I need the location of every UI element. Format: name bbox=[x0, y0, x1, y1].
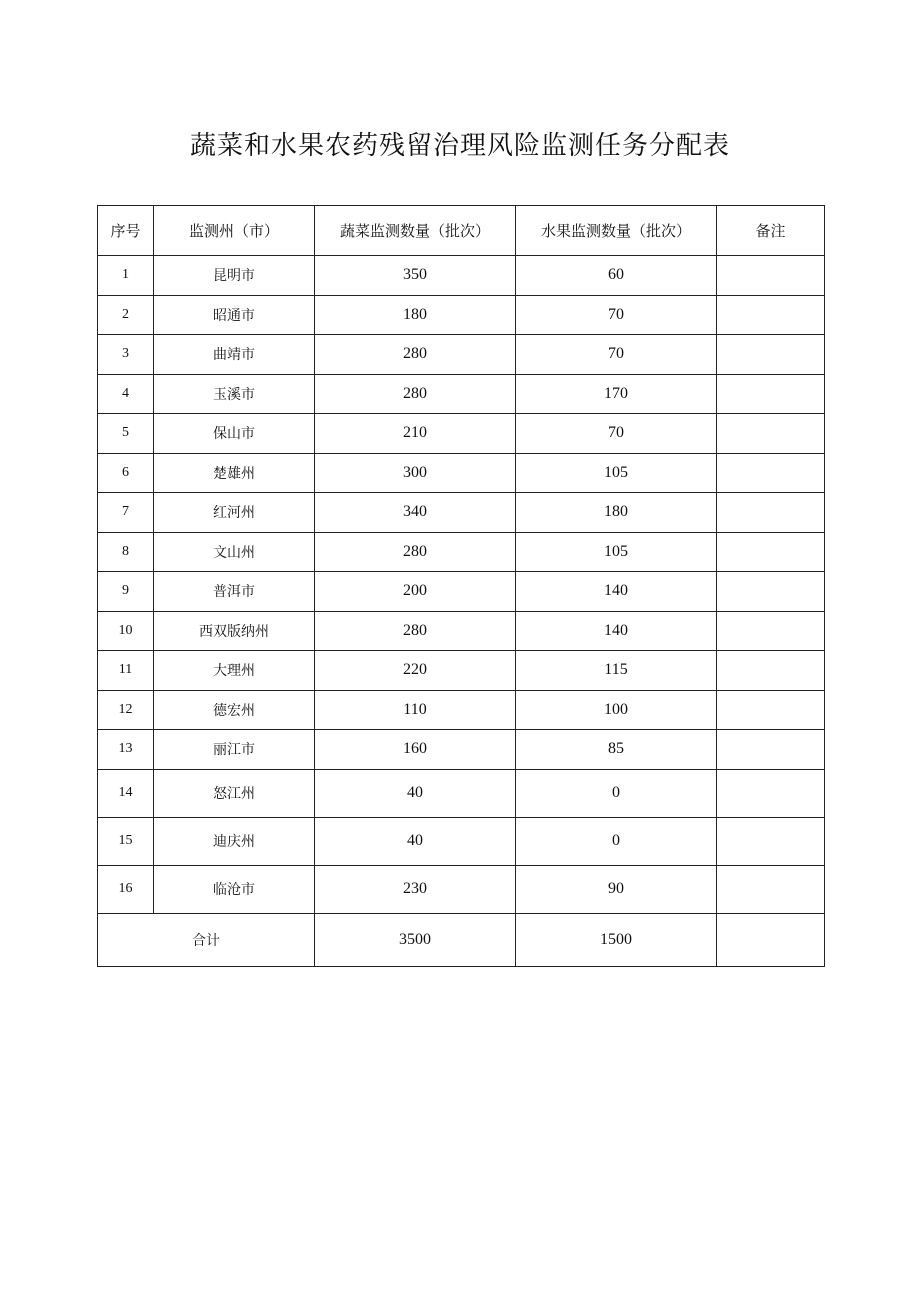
row-number: 6 bbox=[98, 453, 154, 493]
row-note bbox=[717, 730, 825, 770]
table-row bbox=[98, 453, 825, 493]
row-number: 13 bbox=[98, 730, 154, 770]
row-vegetable-count: 40 bbox=[315, 817, 516, 865]
header-vegetable-count: 蔬菜监测数量（批次） bbox=[315, 206, 516, 256]
row-vegetable-count: 300 bbox=[315, 453, 516, 493]
row-city: 临沧市 bbox=[154, 865, 315, 913]
row-note bbox=[717, 572, 825, 612]
row-vegetable-count: 210 bbox=[315, 414, 516, 454]
row-city: 昭通市 bbox=[154, 295, 315, 335]
row-number: 9 bbox=[98, 572, 154, 612]
row-number: 14 bbox=[98, 769, 154, 817]
table-row bbox=[98, 690, 825, 730]
header-no: 序号 bbox=[98, 206, 154, 256]
row-vegetable-count: 230 bbox=[315, 865, 516, 913]
row-number: 3 bbox=[98, 335, 154, 375]
table-row bbox=[98, 414, 825, 454]
row-vegetable-count: 180 bbox=[315, 295, 516, 335]
table-row bbox=[98, 295, 825, 335]
row-vegetable-count: 220 bbox=[315, 651, 516, 691]
total-row bbox=[98, 913, 825, 966]
row-note bbox=[717, 295, 825, 335]
row-fruit-count: 90 bbox=[516, 865, 717, 913]
table-row bbox=[98, 865, 825, 913]
row-number: 5 bbox=[98, 414, 154, 454]
table-row bbox=[98, 769, 825, 817]
table-row bbox=[98, 493, 825, 533]
row-city: 玉溪市 bbox=[154, 374, 315, 414]
row-vegetable-count: 280 bbox=[315, 335, 516, 375]
row-number: 16 bbox=[98, 865, 154, 913]
row-fruit-count: 0 bbox=[516, 769, 717, 817]
row-number: 2 bbox=[98, 295, 154, 335]
row-note bbox=[717, 690, 825, 730]
row-fruit-count: 180 bbox=[516, 493, 717, 533]
row-note bbox=[717, 256, 825, 296]
row-number: 11 bbox=[98, 651, 154, 691]
total-note bbox=[717, 913, 825, 966]
header-city: 监测州（市） bbox=[154, 206, 315, 256]
row-city: 德宏州 bbox=[154, 690, 315, 730]
table-row bbox=[98, 572, 825, 612]
row-fruit-count: 85 bbox=[516, 730, 717, 770]
row-note bbox=[717, 769, 825, 817]
row-vegetable-count: 110 bbox=[315, 690, 516, 730]
row-city: 大理州 bbox=[154, 651, 315, 691]
table-row bbox=[98, 374, 825, 414]
row-vegetable-count: 200 bbox=[315, 572, 516, 612]
row-fruit-count: 140 bbox=[516, 572, 717, 612]
row-fruit-count: 105 bbox=[516, 453, 717, 493]
row-city: 丽江市 bbox=[154, 730, 315, 770]
row-city: 怒江州 bbox=[154, 769, 315, 817]
row-fruit-count: 170 bbox=[516, 374, 717, 414]
allocation-table bbox=[97, 205, 825, 967]
total-label: 合计 bbox=[98, 913, 315, 966]
row-note bbox=[717, 335, 825, 375]
row-city: 昆明市 bbox=[154, 256, 315, 296]
row-fruit-count: 70 bbox=[516, 295, 717, 335]
row-number: 12 bbox=[98, 690, 154, 730]
row-city: 迪庆州 bbox=[154, 817, 315, 865]
row-city: 曲靖市 bbox=[154, 335, 315, 375]
row-fruit-count: 70 bbox=[516, 335, 717, 375]
table-row bbox=[98, 532, 825, 572]
total-vegetable-count: 3500 bbox=[315, 913, 516, 966]
row-number: 7 bbox=[98, 493, 154, 533]
row-vegetable-count: 280 bbox=[315, 532, 516, 572]
row-number: 8 bbox=[98, 532, 154, 572]
row-fruit-count: 0 bbox=[516, 817, 717, 865]
row-city: 西双版纳州 bbox=[154, 611, 315, 651]
page-title: 蔬菜和水果农药残留治理风险监测任务分配表 bbox=[189, 131, 730, 161]
row-note bbox=[717, 817, 825, 865]
row-vegetable-count: 280 bbox=[315, 374, 516, 414]
row-city: 楚雄州 bbox=[154, 453, 315, 493]
table-row bbox=[98, 335, 825, 375]
row-note bbox=[717, 865, 825, 913]
table-row bbox=[98, 817, 825, 865]
row-number: 15 bbox=[98, 817, 154, 865]
table-row bbox=[98, 651, 825, 691]
row-city: 红河州 bbox=[154, 493, 315, 533]
table-row bbox=[98, 256, 825, 296]
row-fruit-count: 60 bbox=[516, 256, 717, 296]
row-city: 保山市 bbox=[154, 414, 315, 454]
row-vegetable-count: 340 bbox=[315, 493, 516, 533]
row-vegetable-count: 40 bbox=[315, 769, 516, 817]
row-note bbox=[717, 532, 825, 572]
row-note bbox=[717, 374, 825, 414]
row-number: 1 bbox=[98, 256, 154, 296]
table-row bbox=[98, 730, 825, 770]
row-number: 10 bbox=[98, 611, 154, 651]
header-fruit-count: 水果监测数量（批次） bbox=[516, 206, 717, 256]
row-city: 普洱市 bbox=[154, 572, 315, 612]
row-city: 文山州 bbox=[154, 532, 315, 572]
total-fruit-count: 1500 bbox=[516, 913, 717, 966]
header-note: 备注 bbox=[717, 206, 825, 256]
row-note bbox=[717, 453, 825, 493]
row-fruit-count: 100 bbox=[516, 690, 717, 730]
row-vegetable-count: 350 bbox=[315, 256, 516, 296]
row-fruit-count: 140 bbox=[516, 611, 717, 651]
row-fruit-count: 115 bbox=[516, 651, 717, 691]
table-row bbox=[98, 611, 825, 651]
row-fruit-count: 105 bbox=[516, 532, 717, 572]
row-fruit-count: 70 bbox=[516, 414, 717, 454]
table-body bbox=[98, 256, 825, 967]
row-note bbox=[717, 611, 825, 651]
row-vegetable-count: 160 bbox=[315, 730, 516, 770]
table-header-row bbox=[98, 206, 825, 256]
row-note bbox=[717, 414, 825, 454]
row-note bbox=[717, 651, 825, 691]
row-note bbox=[717, 493, 825, 533]
row-number: 4 bbox=[98, 374, 154, 414]
row-vegetable-count: 280 bbox=[315, 611, 516, 651]
